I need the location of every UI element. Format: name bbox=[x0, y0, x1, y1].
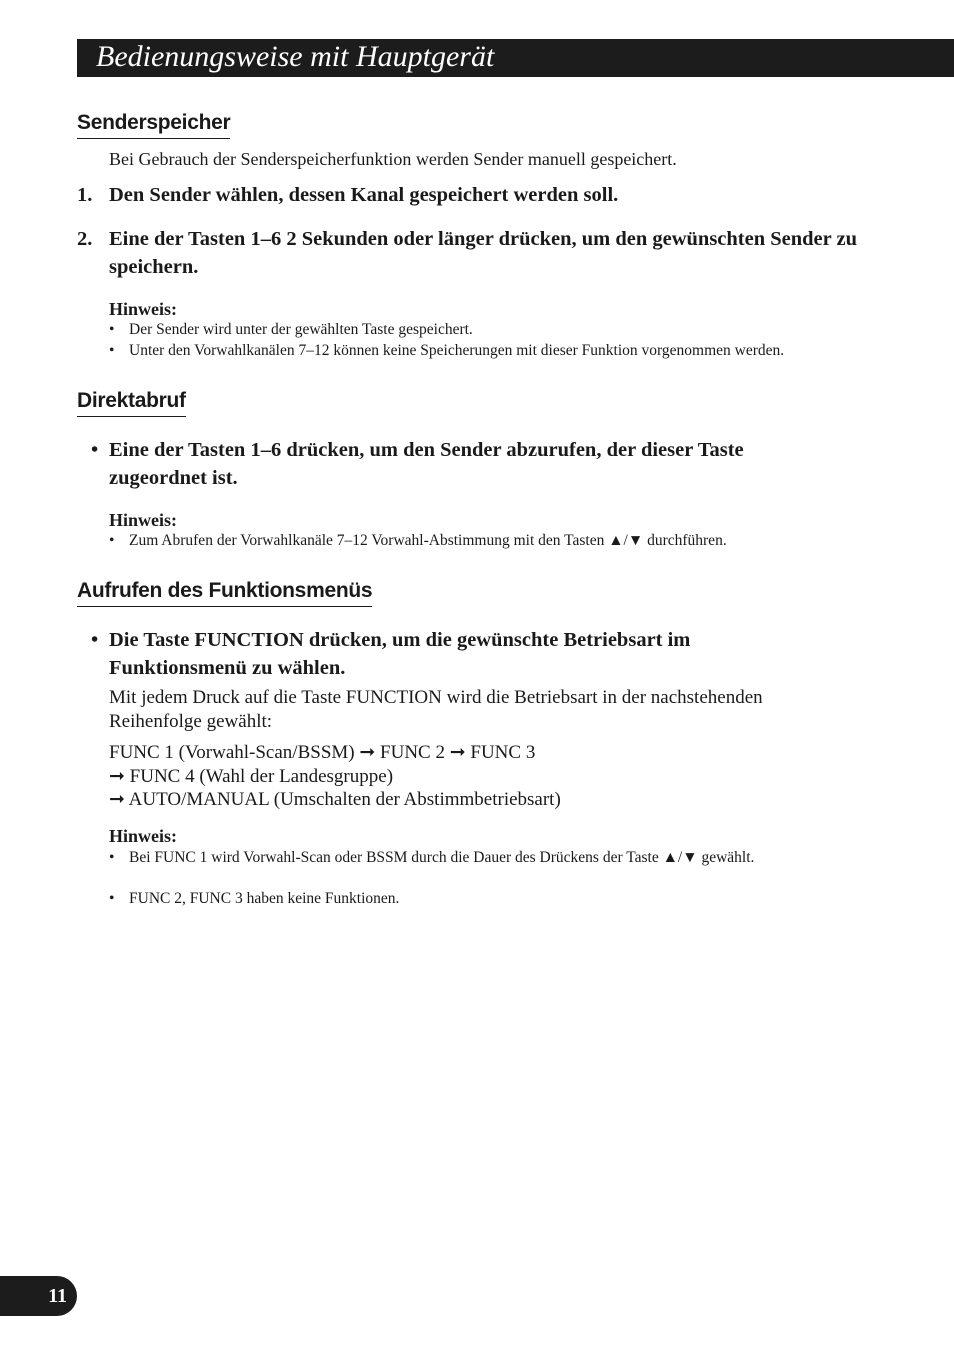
note-item: • FUNC 2, FUNC 3 haben keine Funktionen. bbox=[109, 889, 854, 909]
note-text: Zum Abrufen der Vorwahlkanäle 7–12 Vorwahl-Abstimmung mit den Tasten ▲/▼ durchführen. bbox=[129, 532, 727, 549]
note-item: • Zum Abrufen der Vorwahlkanäle 7–12 Vorwahl-Abstimmung mit den Tasten ▲/▼ durchführen. bbox=[109, 531, 869, 551]
section-heading-funktionsmenue: Aufrufen des Funktionsmenüs bbox=[77, 578, 372, 607]
func-sequence-line: FUNC 1 (Vorwahl-Scan/BSSM) ➞ FUNC 2 ➞ FUNC 3 bbox=[109, 742, 536, 763]
step-1 bbox=[77, 181, 867, 209]
body-text: Mit jedem Druck auf die Taste FUNCTION wird die Betriebsart in der nachstehenden Reihenfolge gewählt: bbox=[109, 687, 763, 732]
note-text: Der Sender wird unter der gewählten Taste gespeichert. bbox=[129, 321, 473, 338]
page-title: Bedienungsweise mit Hauptgerät bbox=[96, 40, 495, 73]
step-bullet-mark: • bbox=[91, 439, 99, 461]
note-label: Hinweis: bbox=[109, 299, 178, 319]
step-bullet bbox=[77, 436, 837, 492]
step-2 bbox=[77, 225, 867, 281]
step-text: Die Taste FUNCTION drücken, um die gewünschte Betriebsart im Funktionsmenü zu wählen. bbox=[109, 629, 691, 679]
step-number: 1. bbox=[77, 184, 93, 206]
step-bullet bbox=[77, 626, 797, 682]
func-sequence-line: ➞ AUTO/MANUAL (Umschalten der Abstimmbetriebsart) bbox=[109, 789, 561, 810]
step-bullet-mark: • bbox=[91, 629, 99, 651]
note-item: • Bei FUNC 1 wird Vorwahl-Scan oder BSSM durch die Dauer des Drückens der Taste ▲/▼ gewählt. bbox=[109, 848, 809, 868]
step-text: Den Sender wählen, dessen Kanal gespeichert werden soll. bbox=[109, 184, 619, 206]
note-label: Hinweis: bbox=[109, 510, 178, 530]
page-number: 11 bbox=[48, 1285, 67, 1307]
note-item: • Der Sender wird unter der gewählten Taste gespeichert. bbox=[109, 320, 854, 340]
note-item: • Unter den Vorwahlkanälen 7–12 können keine Speicherungen mit dieser Funktion vorgenommen werden. bbox=[109, 341, 869, 361]
page-header-bar bbox=[77, 39, 954, 77]
section-heading-direktabruf: Direktabruf bbox=[77, 388, 186, 417]
step-number: 2. bbox=[77, 228, 93, 250]
note-label: Hinweis: bbox=[109, 826, 178, 846]
note-text: Unter den Vorwahlkanälen 7–12 können keine Speicherungen mit dieser Funktion vorgenommen werden. bbox=[129, 342, 785, 359]
func-sequence-line: ➞ FUNC 4 (Wahl der Landesgruppe) bbox=[109, 766, 394, 787]
section-heading-senderspeicher: Senderspeicher bbox=[77, 110, 230, 139]
note-text: Bei FUNC 1 wird Vorwahl-Scan oder BSSM durch die Dauer des Drückens der Taste ▲/▼ gewählt. bbox=[129, 849, 755, 866]
step-text: Eine der Tasten 1–6 drücken, um den Sender abzurufen, der dieser Taste zugeordnet ist. bbox=[109, 439, 744, 489]
section-intro-senderspeicher: Bei Gebrauch der Senderspeicherfunktion werden Sender manuell gespeichert. bbox=[109, 149, 677, 169]
step-text: Eine der Tasten 1–6 2 Sekunden oder länger drücken, um den gewünschten Sender zu speichern. bbox=[109, 228, 857, 278]
page-number-badge bbox=[0, 1276, 77, 1316]
note-text: FUNC 2, FUNC 3 haben keine Funktionen. bbox=[129, 890, 400, 907]
